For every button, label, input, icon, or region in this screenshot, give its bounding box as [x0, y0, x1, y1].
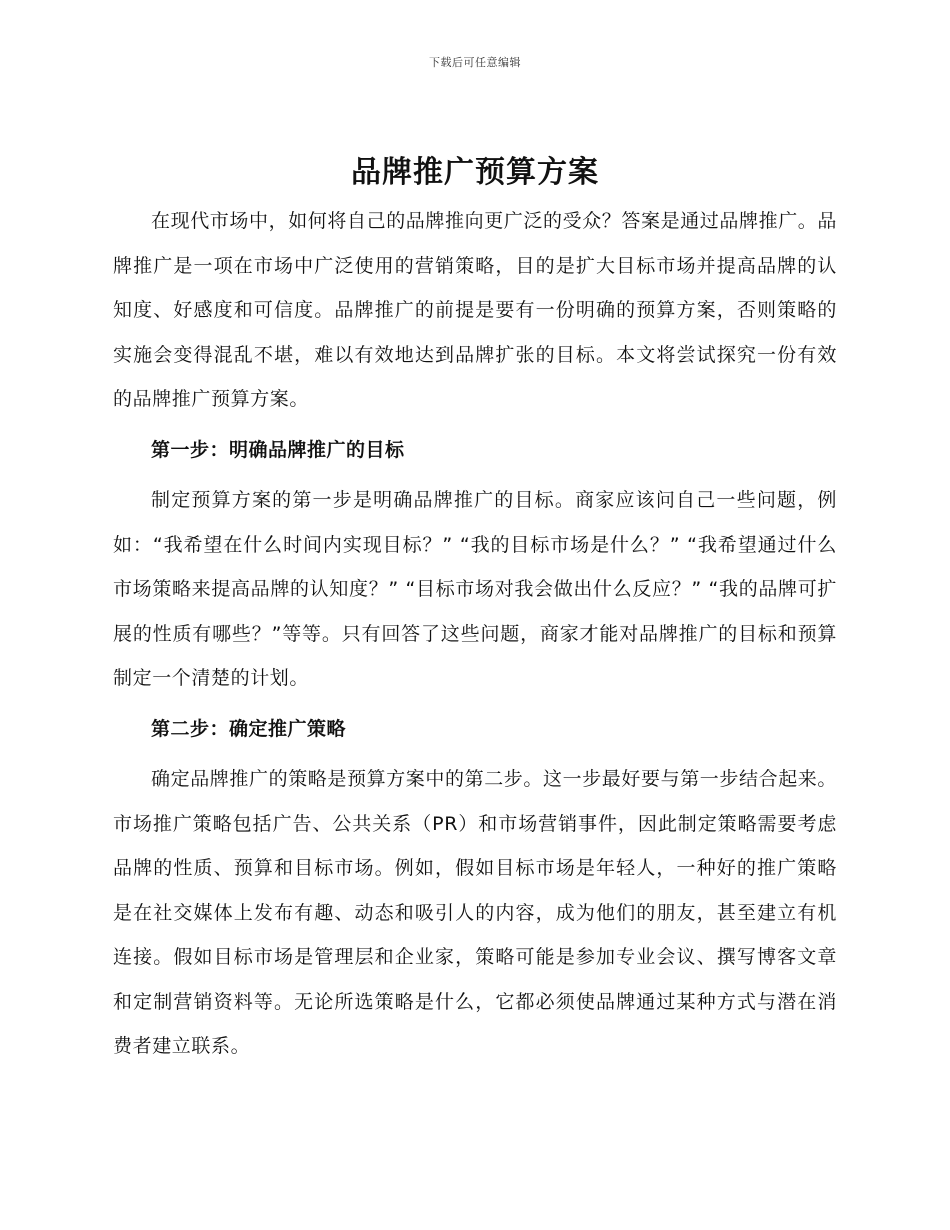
- intro-paragraph: 在现代市场中，如何将自己的品牌推向更广泛的受众？答案是通过品牌推广。品牌推广是一项在市场中广泛使用的营销策略，目的是扩大目标市场并提高品牌的认知度、好感度和可信度。品牌推广的前提是要有一份明确的预算方案，否则策略的实施会变得混乱不堪，难以有效地达到品牌扩张的目标。本文将尝试探究一份有效的品牌推广预算方案。: [113, 210, 838, 410]
- header-note: 下载后可任意编辑: [429, 56, 521, 69]
- document-title: 品牌推广预算方案: [351, 155, 599, 190]
- section-heading-step-1: 第一步：明确品牌推广的目标: [151, 438, 405, 461]
- section-paragraph-step-1: 制定预算方案的第一步是明确品牌推广的目标。商家应该问自己一些问题，例如：“我希望在什么时间内实现目标？” “我的目标市场是什么？” “我希望通过什么市场策略来提高品牌的认知度？” “目标市场对我会做出什么反应？” “我的品牌可扩展的性质有哪些？”等等。只有回答了这些问题，商家才能对品牌推广的目标和预算制定一个清楚的计划。: [113, 489, 837, 689]
- document-body: [113, 199, 837, 1069]
- section-paragraph-step-2: 确定品牌推广的策略是预算方案中的第二步。这一步最好要与第一步结合起来。市场推广策略包括广告、公共关系（PR）和市场营销事件，因此制定策略需要考虑品牌的性质、预算和目标市场。例如，假如目标市场是年轻人，一种好的推广策略是在社交媒体上发布有趣、动态和吸引人的内容，成为他们的朋友，甚至建立有机连接。假如目标市场是管理层和企业家，策略可能是参加专业会议、撰写博客文章和定制营销资料等。无论所选策略是什么，它都必须使品牌通过某种方式与潜在消费者建立联系。: [113, 768, 838, 1057]
- section-heading-step-2: 第二步：确定推广策略: [151, 717, 347, 740]
